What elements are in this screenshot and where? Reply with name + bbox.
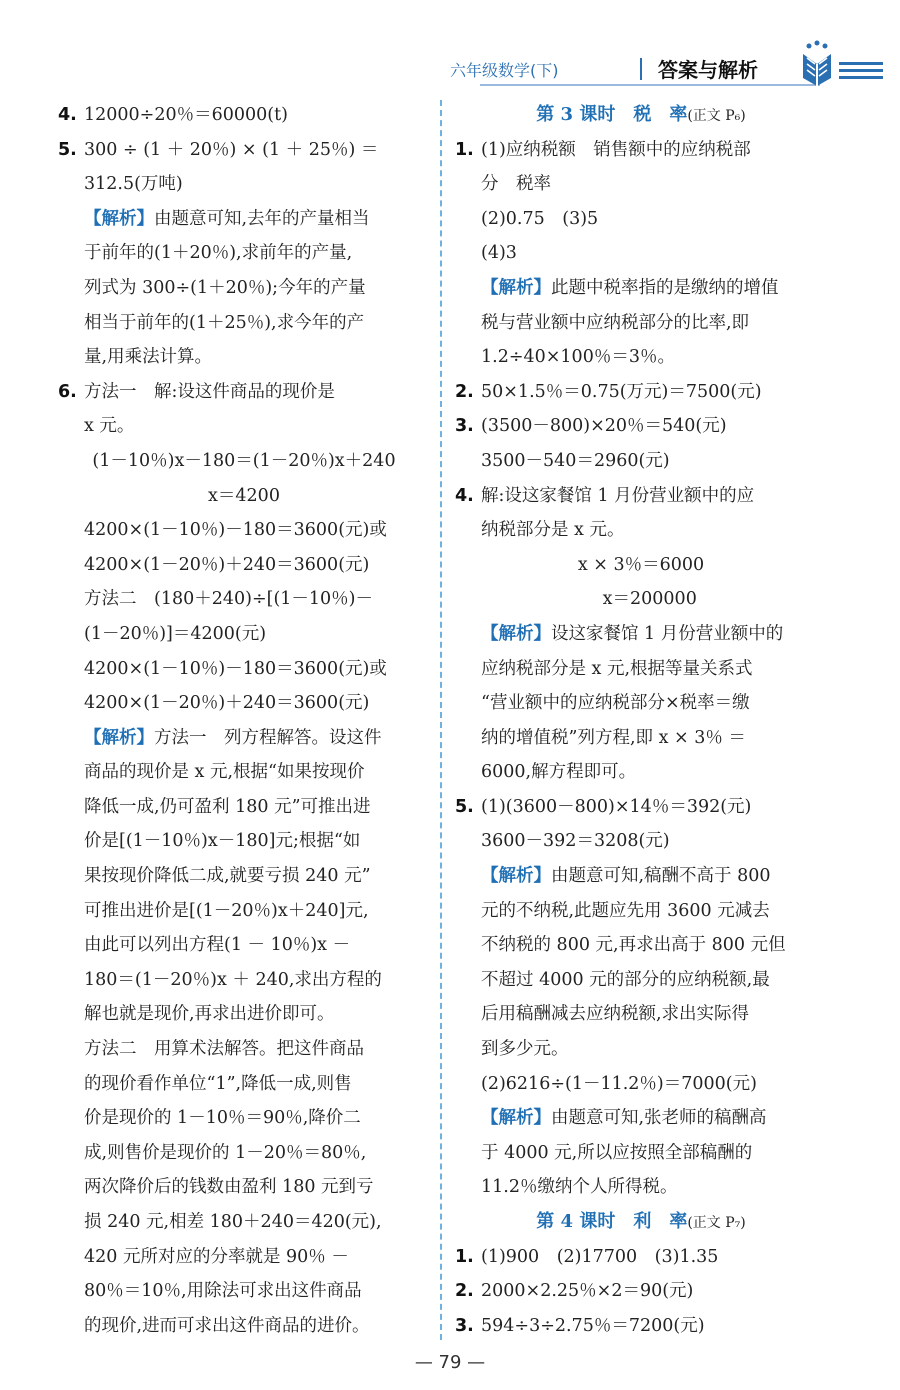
line-text: 80％＝10％,用除法可求出这件商品 <box>84 1281 362 1302</box>
line-text: 由题意可知,去年的产量相当 <box>154 208 370 229</box>
text-line <box>455 1067 827 1102</box>
text-line <box>58 652 430 687</box>
text-line <box>58 340 430 375</box>
line-text: 12000÷20％＝60000(t) <box>84 105 288 125</box>
text-line <box>455 1240 827 1275</box>
text-line <box>455 1032 827 1067</box>
text-line <box>455 963 827 998</box>
line-text: (2)6216÷(1－11.2％)＝7000(元) <box>481 1073 757 1094</box>
line-text: (1)应纳税额 销售额中的应纳税部 <box>481 139 751 160</box>
line-text: 不纳税的 800 元,再求出高于 800 元但 <box>481 935 786 956</box>
line-text: 此题中税率指的是缴纳的增值 <box>551 277 779 298</box>
line-text: 量,用乘法计算。 <box>84 347 213 368</box>
text-line <box>58 202 430 237</box>
line-text: 解:设这家餐馆 1 月份营业额中的应 <box>481 485 755 506</box>
analysis-tag: 【解析】 <box>481 866 551 887</box>
line-text: 到多少元。 <box>481 1039 569 1060</box>
line-text: 312.5(万吨) <box>84 174 183 195</box>
line-text: 应纳税部分是 x 元,根据等量关系式 <box>481 658 753 679</box>
text-line <box>58 1274 430 1309</box>
line-text: (2)0.75 (3)5 <box>481 208 599 229</box>
line-text: 4200×(1－20％)＋240＝3600(元) <box>84 554 370 575</box>
line-text: (1－10％)x－180＝(1－20％)x＋240 <box>92 450 396 471</box>
analysis-tag: 【解析】 <box>481 277 551 298</box>
question-number: 1. <box>455 139 474 160</box>
line-text: 降低一成,仍可盈利 180 元”可推出进 <box>84 796 371 817</box>
analysis-tag: 【解析】 <box>481 1108 551 1129</box>
question-number: 1. <box>455 1246 474 1267</box>
text-line <box>455 409 827 444</box>
text-line <box>58 824 430 859</box>
question-number: 2. <box>455 381 474 402</box>
left-column <box>58 98 430 1343</box>
analysis-tag: 【解析】 <box>84 727 154 748</box>
text-line <box>58 306 430 341</box>
line-text: 列式为 300÷(1＋20％);今年的产量 <box>84 277 366 298</box>
line-text: 50×1.5％＝0.75(万元)＝7500(元) <box>481 381 762 402</box>
text-line <box>455 306 827 341</box>
text-line <box>455 202 827 237</box>
text-line <box>455 617 827 652</box>
subject-label: 六年级数学(下) <box>450 61 559 80</box>
question-number: 6. <box>58 381 77 402</box>
line-text: 两次降价后的钱数由盈利 180 元到亏 <box>84 1177 374 1198</box>
text-line <box>455 894 827 929</box>
page-header <box>440 40 885 90</box>
text-line <box>58 859 430 894</box>
text-line <box>455 1274 827 1309</box>
line-text: 由题意可知,张老师的稿酬高 <box>551 1108 767 1129</box>
section-title-text: 第 3 课时 税 率 <box>536 104 688 125</box>
text-line <box>455 133 827 168</box>
line-text: 11.2％缴纳个人所得税。 <box>481 1177 678 1198</box>
page-reference: (正文 P₇) <box>687 1215 746 1231</box>
text-line <box>455 479 827 514</box>
text-line <box>455 1101 827 1136</box>
line-text: (3500－800)×20％＝540(元) <box>481 416 727 437</box>
line-text: 纳税部分是 x 元。 <box>481 520 625 541</box>
page-number: — 79 — <box>414 1352 486 1373</box>
line-text: 的现价,进而可求出这件商品的进价。 <box>84 1315 370 1336</box>
text-line <box>58 548 430 583</box>
line-text: 不超过 4000 元的部分的应纳税额,最 <box>481 969 770 990</box>
analysis-tag: 【解析】 <box>481 623 551 644</box>
text-line <box>455 167 827 202</box>
line-text: 由此可以列出方程(1 － 10％)x － <box>84 935 351 956</box>
line-text: 方法一 解:设这件商品的现价是 <box>84 381 335 402</box>
line-text: 税与营业额中应纳税部分的比率,即 <box>481 312 750 333</box>
line-text: 3600－392＝3208(元) <box>481 831 670 852</box>
text-line <box>455 652 827 687</box>
line-text: 由题意可知,稿酬不高于 800 <box>551 866 771 887</box>
text-line <box>58 513 430 548</box>
text-line <box>58 375 430 410</box>
line-text: 180＝(1－20％)x ＋ 240,求出方程的 <box>84 969 382 990</box>
text-line <box>58 755 430 790</box>
line-text: 420 元所对应的分率就是 90％ － <box>84 1246 349 1267</box>
question-number: 4. <box>455 485 474 506</box>
text-line <box>58 271 430 306</box>
text-line <box>58 479 430 514</box>
text-line <box>455 1170 827 1205</box>
question-number: 3. <box>455 1315 474 1336</box>
text-line <box>58 1205 430 1240</box>
line-text: 元的不纳税,此题应先用 3600 元减去 <box>481 900 770 921</box>
text-line <box>58 997 430 1032</box>
text-line <box>455 582 827 617</box>
line-text: 价是[(1－10％)x－180]元;根据“如 <box>84 831 361 852</box>
section-title: 答案与解析 <box>658 58 758 82</box>
page-reference: (正文 P₆) <box>687 108 746 124</box>
text-line <box>58 617 430 652</box>
line-text: “营业额中的应纳税部分×税率＝缴 <box>481 693 750 714</box>
text-line <box>455 548 827 583</box>
line-text: 4200×(1－10％)－180＝3600(元)或 <box>84 658 387 679</box>
text-line <box>58 1240 430 1275</box>
text-line <box>58 894 430 929</box>
text-line <box>58 1032 430 1067</box>
line-text: 6000,解方程即可。 <box>481 762 637 783</box>
text-line <box>58 409 430 444</box>
line-text: (1－20％)]＝4200(元) <box>84 623 267 644</box>
text-line <box>58 721 430 756</box>
book-logo-icon <box>795 40 885 88</box>
line-text: 设这家餐馆 1 月份营业额中的 <box>551 623 784 644</box>
text-line <box>455 513 827 548</box>
text-line <box>455 755 827 790</box>
text-line <box>58 1136 430 1171</box>
text-line <box>455 1309 827 1344</box>
header-rule <box>480 84 820 86</box>
text-line <box>58 686 430 721</box>
line-text: 分 税率 <box>481 174 551 195</box>
text-line <box>455 997 827 1032</box>
text-line <box>58 444 430 479</box>
line-text: 果按现价降低二成,就要亏损 240 元” <box>84 866 371 887</box>
question-number: 3. <box>455 416 474 437</box>
line-text: 594÷3÷2.75％＝7200(元) <box>481 1315 705 1336</box>
text-line <box>58 790 430 825</box>
text-line <box>58 167 430 202</box>
text-line <box>58 133 430 168</box>
line-text: x＝200000 <box>585 589 697 610</box>
text-line <box>455 236 827 271</box>
line-text: 于 4000 元,所以应按照全部稿酬的 <box>481 1142 753 1163</box>
text-line <box>455 1136 827 1171</box>
text-line <box>58 963 430 998</box>
question-number: 2. <box>455 1281 474 1302</box>
line-text: 的现价看作单位“1”,降低一成,则售 <box>84 1073 352 1094</box>
line-text: x 元。 <box>84 416 135 437</box>
line-text: 1.2÷40×100％＝3％。 <box>481 347 675 368</box>
text-line <box>58 1309 430 1344</box>
text-line <box>455 721 827 756</box>
section-heading <box>455 1205 827 1240</box>
question-number: 5. <box>58 139 77 160</box>
line-text: 300 ÷ (1 ＋ 20％) × (1 ＋ 25％) ＝ <box>84 139 379 160</box>
text-line <box>455 375 827 410</box>
text-line <box>455 790 827 825</box>
line-text: 方法一 列方程解答。设这件 <box>154 727 382 748</box>
text-line <box>58 1170 430 1205</box>
line-text: 方法二 用算术法解答。把这件商品 <box>84 1039 364 1060</box>
text-line <box>455 340 827 375</box>
section-title-text: 第 4 课时 利 率 <box>536 1211 688 1232</box>
line-text: 后用稿酬减去应纳税额,求出实际得 <box>481 1004 750 1025</box>
line-text: 4200×(1－10％)－180＝3600(元)或 <box>84 520 387 541</box>
line-text: 方法二 (180＋240)÷[(1－10％)－ <box>84 589 374 610</box>
right-column <box>455 98 827 1343</box>
column-divider <box>440 100 442 1340</box>
line-text: 成,则售价是现价的 1－20％＝80％, <box>84 1142 367 1163</box>
text-line <box>58 1067 430 1102</box>
line-text: (1)900 (2)17700 (3)1.35 <box>481 1246 719 1267</box>
section-heading <box>455 98 827 133</box>
line-text: (4)3 <box>481 243 517 264</box>
text-line <box>455 928 827 963</box>
line-text: 4200×(1－20％)＋240＝3600(元) <box>84 693 370 714</box>
text-line <box>58 928 430 963</box>
line-text: x × 3％＝6000 <box>577 554 705 575</box>
line-text: 3500－540＝2960(元) <box>481 450 670 471</box>
line-text: 纳的增值税”列方程,即 x × 3％ ＝ <box>481 727 746 748</box>
question-number: 4. <box>58 105 77 125</box>
text-line <box>58 98 430 133</box>
text-line <box>455 824 827 859</box>
analysis-tag: 【解析】 <box>84 208 154 229</box>
text-line <box>455 686 827 721</box>
line-text: 损 240 元,相差 180＋240＝420(元), <box>84 1212 382 1232</box>
text-line <box>455 444 827 479</box>
text-line <box>58 1101 430 1136</box>
line-text: 可推出进价是[(1－20％)x＋240]元, <box>84 900 369 921</box>
text-line <box>455 859 827 894</box>
line-text: 商品的现价是 x 元,根据“如果按现价 <box>84 762 365 783</box>
line-text: 2000×2.25％×2＝90(元) <box>481 1281 694 1302</box>
text-line <box>58 582 430 617</box>
line-text: 解也就是现价,再求出进价即可。 <box>84 1004 335 1025</box>
header-divider <box>640 58 642 80</box>
line-text: (1)(3600－800)×14％＝392(元) <box>481 796 752 817</box>
text-line <box>58 236 430 271</box>
line-text: x＝4200 <box>208 485 280 506</box>
text-line <box>455 271 827 306</box>
line-text: 价是现价的 1－10％＝90％,降价二 <box>84 1108 361 1129</box>
line-text: 相当于前年的(1＋25％),求今年的产 <box>84 312 365 333</box>
question-number: 5. <box>455 796 474 817</box>
line-text: 于前年的(1＋20％),求前年的产量, <box>84 243 353 264</box>
